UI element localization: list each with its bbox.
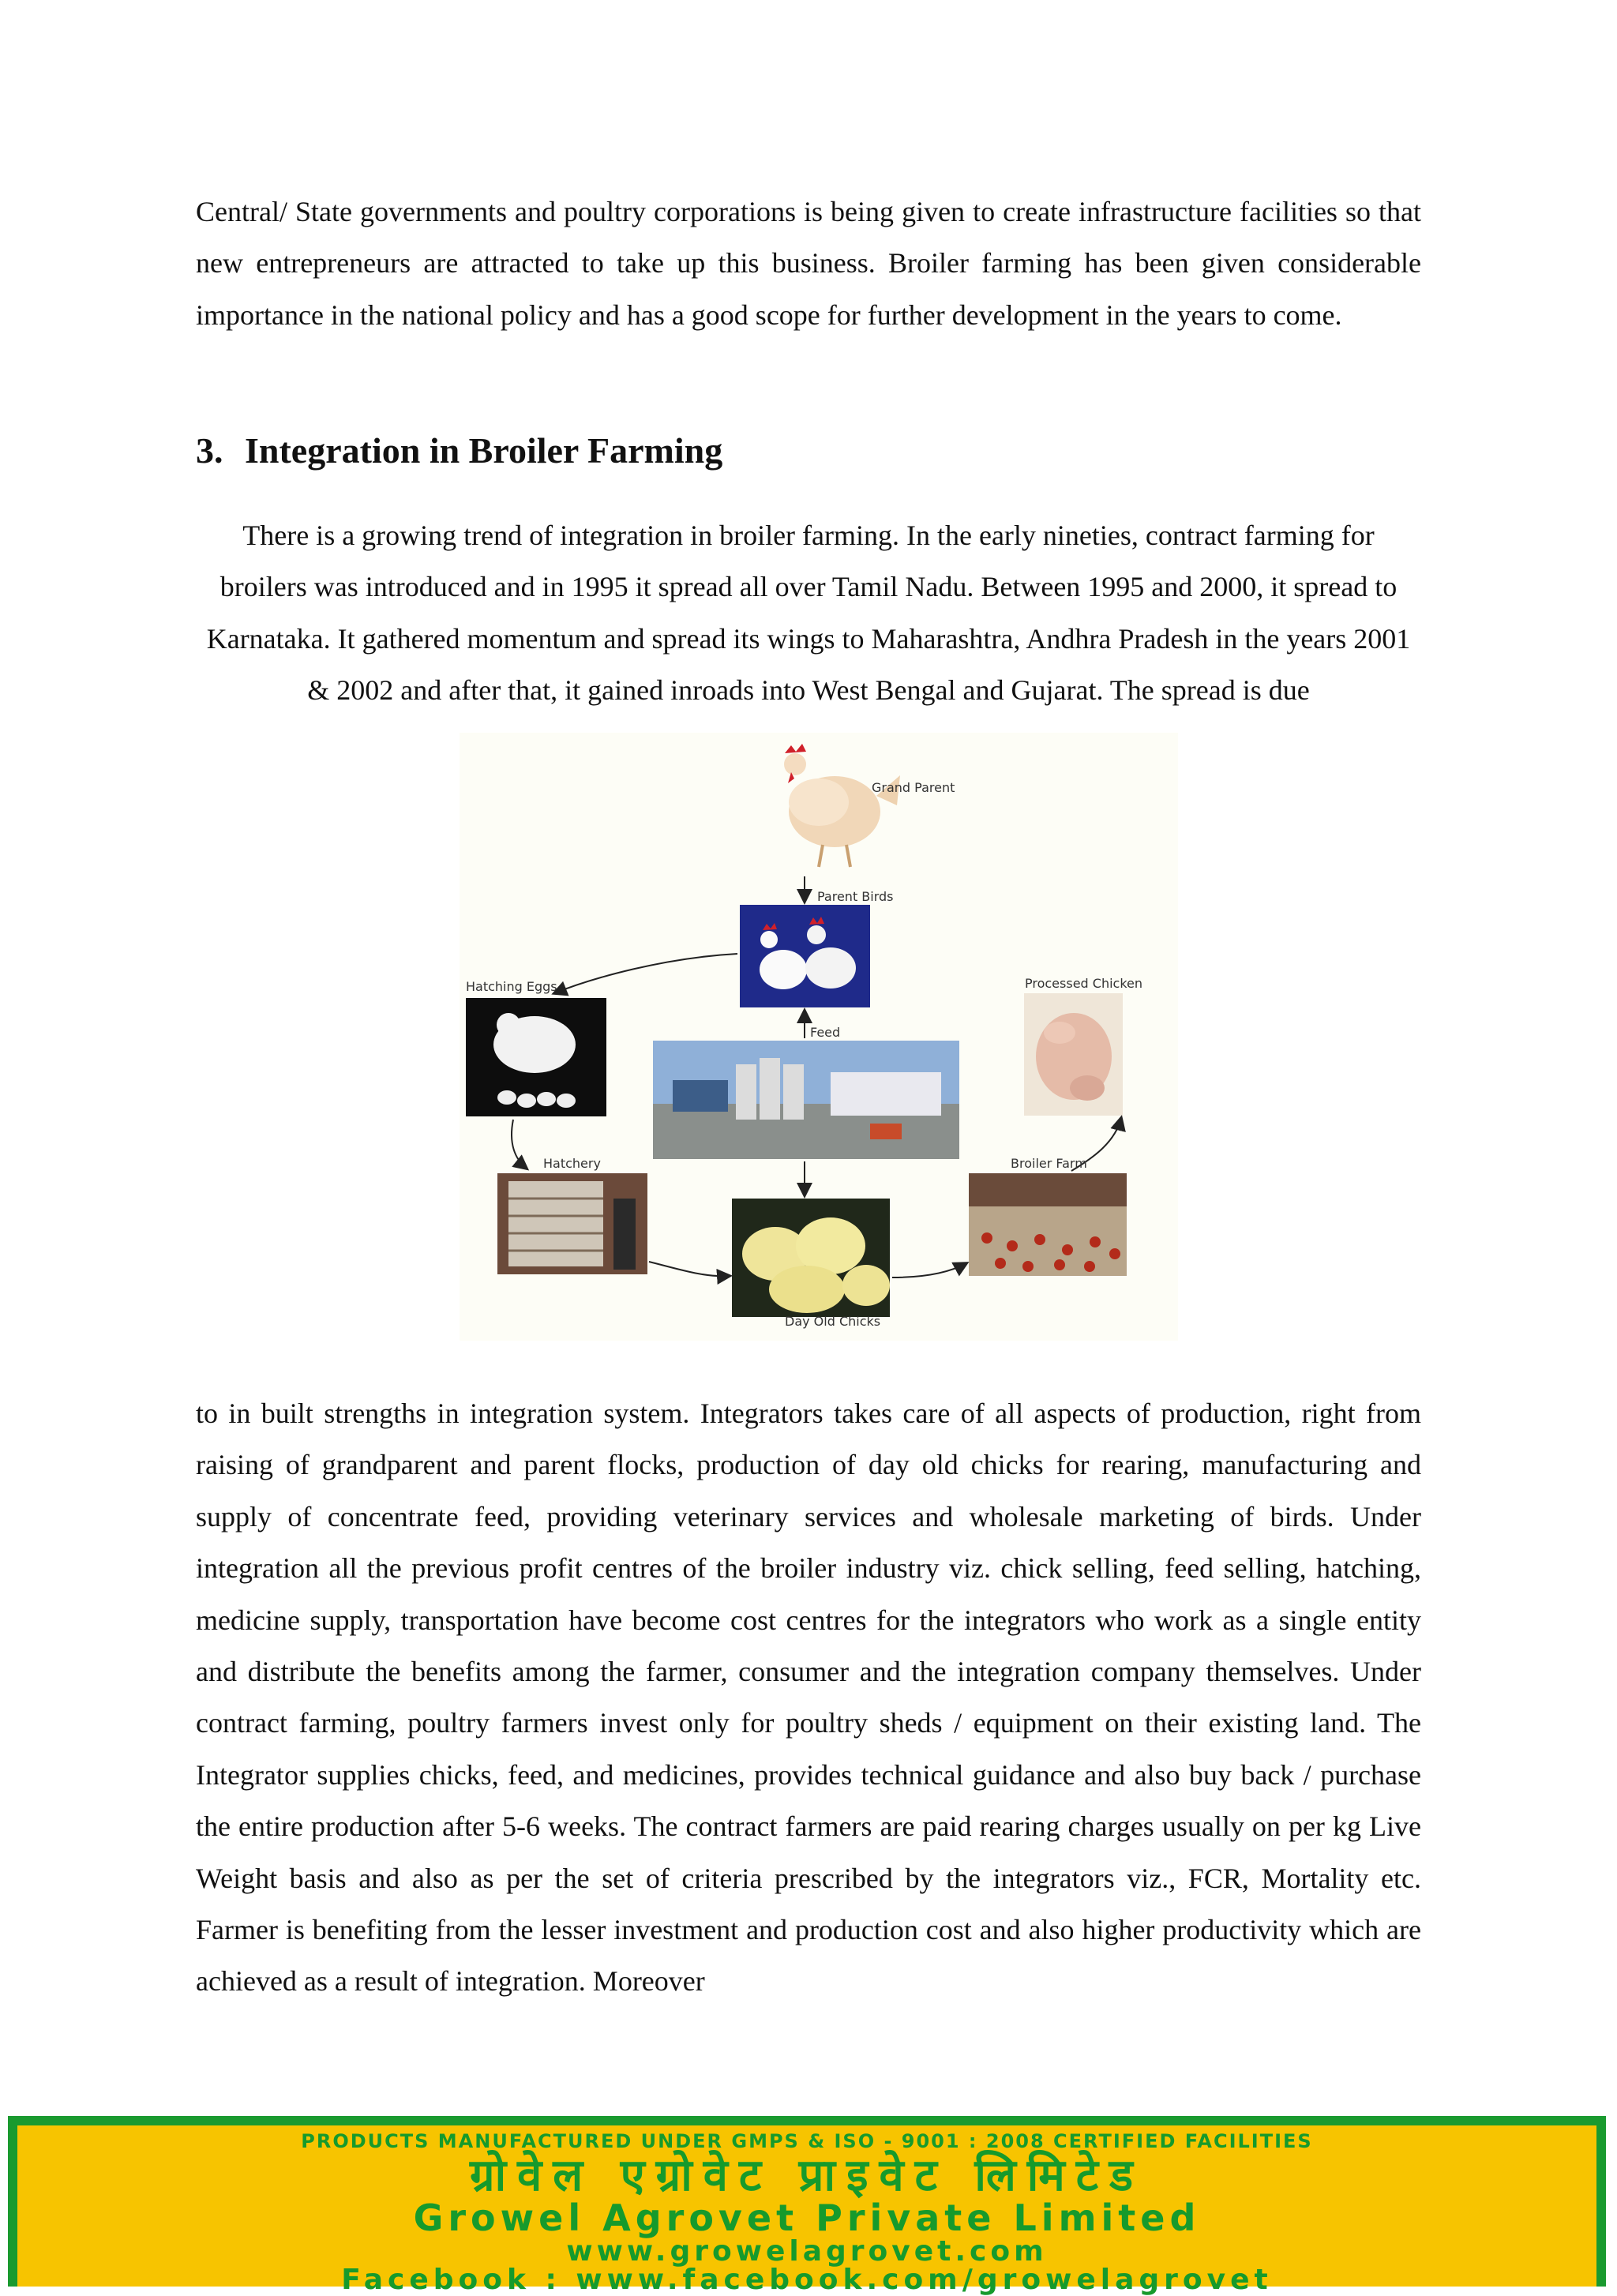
broiler-farm-image bbox=[969, 1173, 1127, 1276]
certification-line: PRODUCTS MANUFACTURED UNDER GMPS & ISO - 9001 : 2008 CERTIFIED FACILITIES bbox=[301, 2130, 1313, 2152]
section-heading bbox=[196, 423, 722, 478]
label-feed: Feed bbox=[810, 1025, 841, 1040]
processed-chicken-image bbox=[1024, 993, 1123, 1116]
label-grand-parent: Grand Parent bbox=[872, 780, 955, 795]
parent-birds-image bbox=[740, 905, 870, 1007]
integration-cycle-diagram bbox=[460, 733, 1178, 1341]
centered-paragraph: There is a growing trend of integration in broiler farming. In the early nineties, contract farming for broilers was introduced and in 1995 it spread all over Tamil Nadu. Between 1995 and 2000, it spread to Karnataka. It gathered momentum and spread its wings to Maharashtra, Andhra Pradesh in the years 2001 & 2002 and after that, it gained inroads into West Bengal and Gujarat. The spread is due bbox=[206, 520, 1411, 707]
section-number: 3. bbox=[196, 430, 223, 471]
intro-paragraph: Central/ State governments and poultry corporations is being given to create infrastructure facilities so that new entrepreneurs are attracted to take up this business. Broiler farming has been given considerable importance in the national policy and has a good scope for further development in the years to come. bbox=[196, 196, 1421, 331]
section-title: Integration in Broiler Farming bbox=[245, 430, 723, 471]
hatching-eggs-image bbox=[466, 998, 606, 1116]
company-name: Growel Agrovet Private Limited bbox=[413, 2197, 1201, 2239]
label-hatching-eggs: Hatching Eggs bbox=[466, 979, 557, 994]
feed-mill-image bbox=[653, 1041, 959, 1159]
website-line: www.growelagrovet.com bbox=[566, 2235, 1048, 2268]
continued-paragraph: to in built strengths in integration system. Integrators takes care of all aspects of production, right from raising of grandparent and parent flocks, production of day old chicks for rearing, manufacturing and supply of concentrate feed, providing veterinary services and wholesale marketing of birds. Under integration all the previous profit centres of the broiler industry viz. chick selling, feed selling, hatching, medicine supply, transportation have become cost centres for the integrators who work as a single entity and distribute the benefits among the farmer, consumer and the integration company themselves. Under contract farming, poultry farmers invest only for poultry sheds / equipment on their existing land. The Integrator supplies chicks, feed, and medicines, provides technical guidance and also buy back / purchase the entire production after 5-6 weeks. The contract farmers are paid rearing charges usually on per kg Live Weight basis and also as per the set of criteria prescribed by the integrators viz., FCR, Mortality etc. Farmer is benefiting from the lesser investment and production cost and also higher productivity which are achieved as a result of integration. Moreover bbox=[196, 1397, 1421, 1998]
company-footer-banner bbox=[8, 2116, 1606, 2296]
grand-parent-image bbox=[784, 744, 900, 867]
day-old-chicks-image bbox=[732, 1199, 890, 1317]
company-name-hindi: ग्रोवेल एग्रोवेट प्राइवेट लिमिटेड bbox=[470, 2150, 1144, 2201]
facebook-line: Facebook : www.facebook.com/growelagrovet bbox=[341, 2264, 1273, 2296]
hatchery-image bbox=[497, 1173, 647, 1274]
label-parent-birds: Parent Birds bbox=[817, 889, 894, 904]
label-processed-chicken: Processed Chicken bbox=[1025, 976, 1143, 991]
label-broiler-farm: Broiler Farm bbox=[1011, 1156, 1087, 1171]
label-day-old-chicks: Day Old Chicks bbox=[785, 1314, 881, 1329]
label-hatchery: Hatchery bbox=[543, 1156, 601, 1171]
